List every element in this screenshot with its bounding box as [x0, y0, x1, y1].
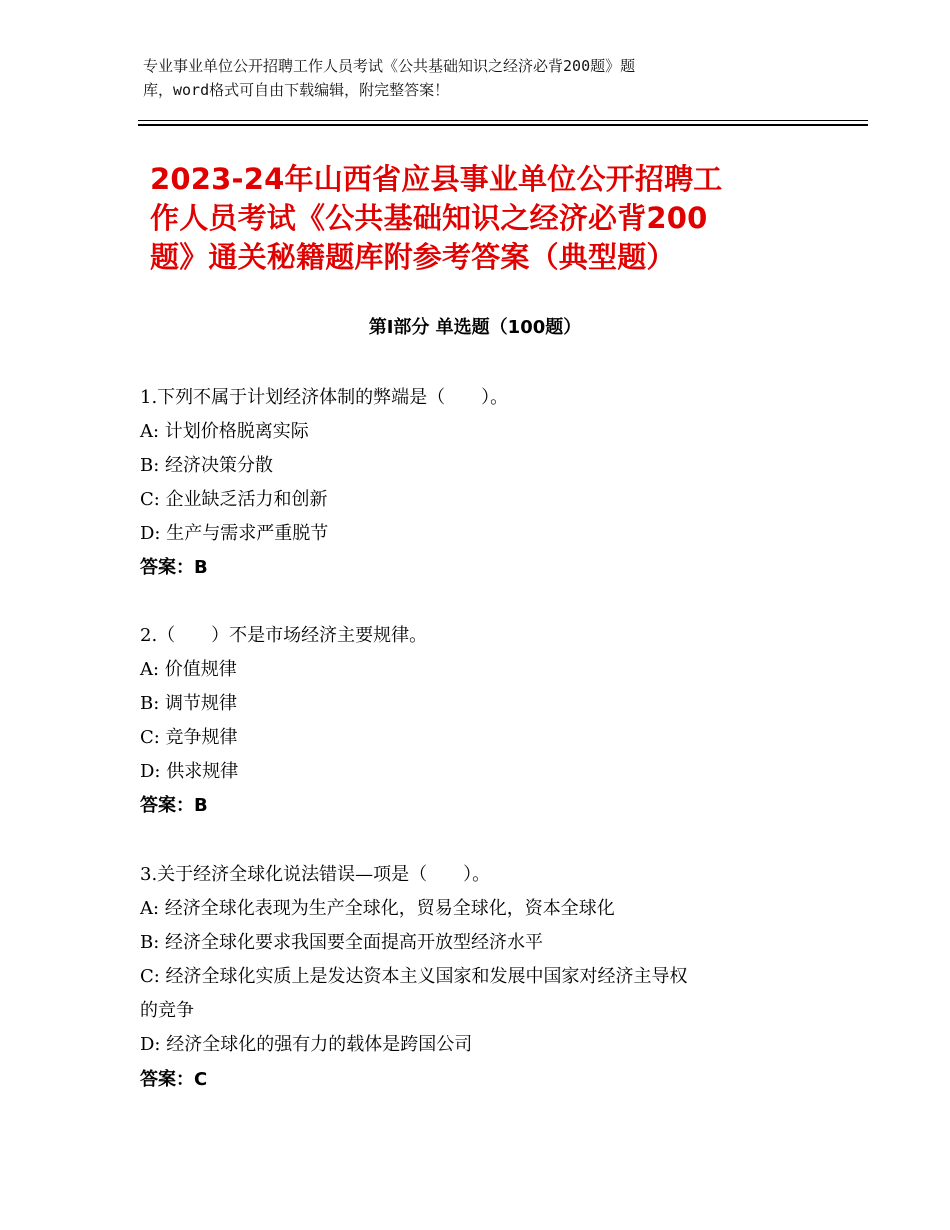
section-title: 第Ⅰ部分 单选题（100题） [368, 317, 582, 338]
question-1-option-a: A: 计划价格脱离实际 [140, 421, 309, 442]
question-3-option-b: B: 经济全球化要求我国要全面提高开放型经济水平 [140, 932, 544, 953]
question-3-option-c: C: 经济全球化实质上是发达资本主义国家和发展中国家对经济主导权 [140, 966, 688, 987]
question-2-option-a: A: 价值规律 [140, 659, 237, 680]
question-3-option-a: A: 经济全球化表现为生产全球化，贸易全球化，资本全球化 [140, 898, 615, 919]
question-3-stem: 3.关于经济全球化说法错误—项是（ ）。 [140, 864, 491, 885]
question-1-stem: 1.下列不属于计划经济体制的弊端是（ ）。 [140, 387, 509, 408]
header-note [143, 54, 783, 102]
question-3-option-d: D: 经济全球化的强有力的载体是跨国公司 [140, 1034, 473, 1055]
question-2-option-b: B: 调节规律 [140, 693, 238, 714]
question-2-stem: 2.（ ）不是市场经济主要规律。 [140, 625, 428, 646]
header-note-line-2: 库，word格式可自由下载编辑，附完整答案！ [143, 81, 450, 99]
question-3-answer: 答案：C [140, 1069, 208, 1090]
title-line-3: 题》通关秘籍题库附参考答案（典型题） [150, 240, 676, 274]
question-2-option-d: D: 供求规律 [140, 761, 239, 782]
title-line-2: 作人员考试《公共基础知识之经济必背200 [150, 201, 708, 235]
title-line-1: 2023-24年山西省应县事业单位公开招聘工 [150, 162, 723, 196]
header-rule-thick [138, 124, 868, 126]
question-1-option-d: D: 生产与需求严重脱节 [140, 523, 329, 544]
question-2-option-c: C: 竞争规律 [140, 727, 238, 748]
question-1-option-b: B: 经济决策分散 [140, 455, 274, 476]
header-note-line-1: 专业事业单位公开招聘工作人员考试《公共基础知识之经济必背200题》题 [143, 57, 636, 75]
question-1-option-c: C: 企业缺乏活力和创新 [140, 489, 328, 510]
question-1-answer: 答案：B [140, 557, 208, 578]
document-title [150, 160, 800, 277]
header-rule-thin [138, 120, 868, 121]
question-2-answer: 答案：B [140, 795, 208, 816]
question-3-option-c-continued: 的竞争 [140, 1000, 194, 1021]
